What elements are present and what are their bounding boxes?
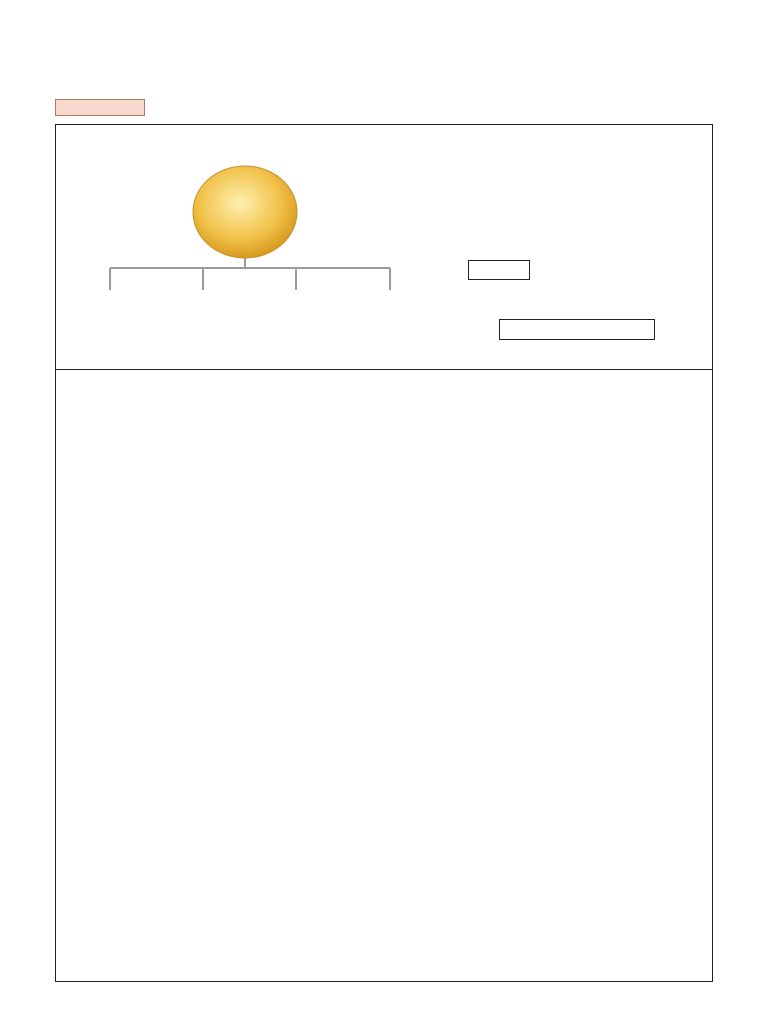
- division-lines: [110, 258, 390, 290]
- answer-blank-2[interactable]: [499, 319, 655, 340]
- parent-cell: [193, 166, 297, 258]
- dihybrid-box: [55, 369, 713, 982]
- answer-blank-1[interactable]: [468, 260, 530, 280]
